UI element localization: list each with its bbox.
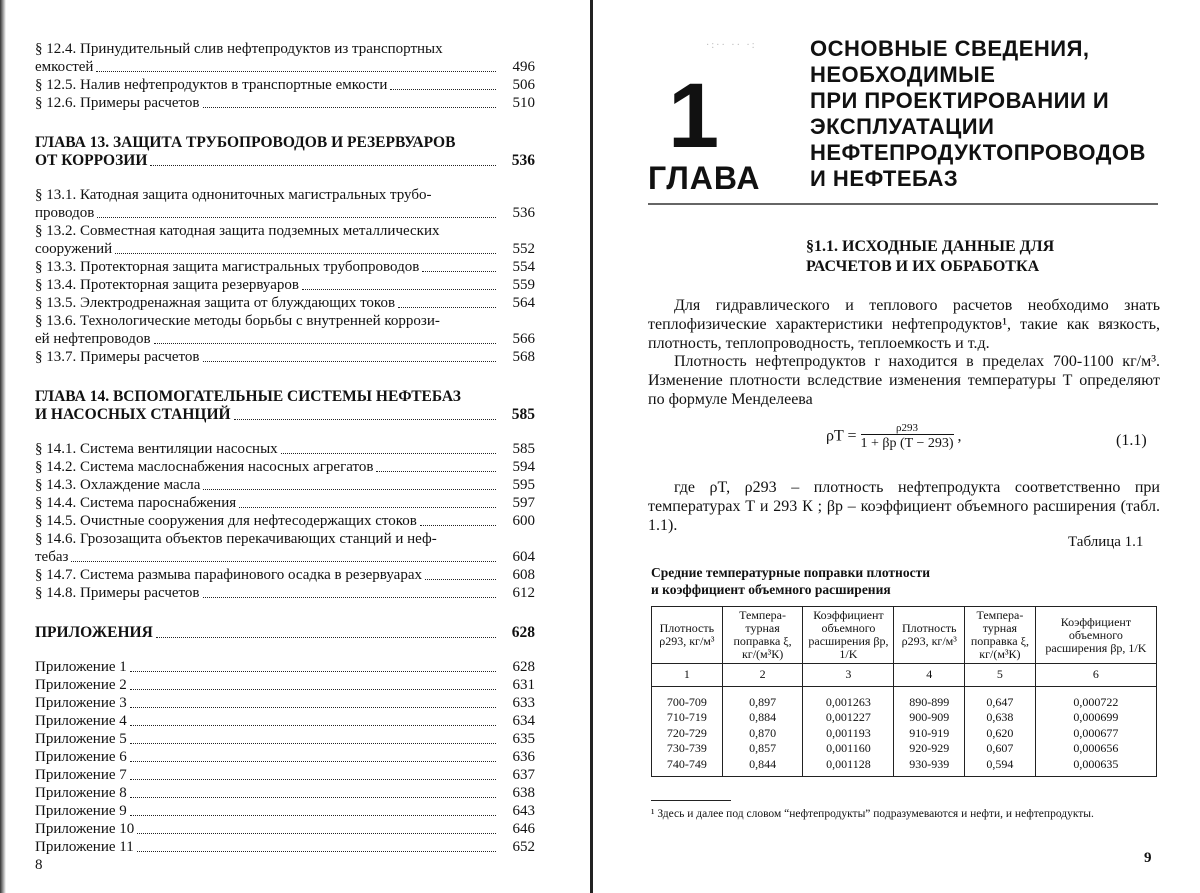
toc-entry-row [35, 820, 535, 838]
toc-entry [35, 512, 535, 530]
toc-entry-text: тебаз [35, 549, 69, 565]
toc-leader-dots [422, 271, 496, 272]
table-cell: 900-909 [894, 710, 965, 726]
book-spine [590, 0, 593, 893]
toc-entry [35, 348, 535, 366]
scan-noise: ·:·· ·· ·: [706, 40, 757, 51]
left-page-number: 8 [35, 857, 43, 873]
toc-leader-dots [130, 779, 496, 780]
toc-entry-text: ОТ КОРРОЗИИ [35, 152, 148, 169]
toc-entry-row [35, 712, 535, 730]
toc-entry [35, 694, 535, 712]
toc-entry [35, 276, 535, 294]
toc-entry-text: § 14.1. Система вентиляции насосных [35, 441, 278, 457]
toc-entry-row [35, 58, 535, 76]
toc-entry-text: ГЛАВА 14. ВСПОМОГАТЕЛЬНЫЕ СИСТЕМЫ НЕФТЕБАЗ [35, 388, 461, 405]
formula-denominator: 1 + βp (T − 293) [860, 436, 954, 451]
toc-entry-text: проводов [35, 205, 95, 221]
toc-entry [35, 658, 535, 676]
toc-leader-dots [97, 217, 496, 218]
table-cell: 0,620 [965, 726, 1036, 742]
table-row [652, 741, 1157, 757]
toc-entry [35, 584, 535, 602]
table-cell: 0,001227 [803, 710, 894, 726]
table-cell: 0,000677 [1035, 726, 1156, 742]
table-of-contents [35, 40, 535, 856]
toc-entry-text: Приложение 8 [35, 785, 127, 801]
toc-entry-row [35, 784, 535, 802]
toc-page-number: 612 [512, 585, 535, 601]
toc-entry-text: § 13.4. Протекторная защита резервуаров [35, 277, 299, 293]
toc-page-number: 564 [512, 295, 535, 311]
toc-entry [35, 838, 535, 856]
equation-number: (1.1) [1116, 432, 1147, 449]
toc-leader-dots [96, 71, 496, 72]
table-column-number: 6 [1035, 664, 1156, 687]
table-header-row [652, 607, 1157, 664]
toc-entry-text: § 12.4. Принудительный слив нефтепродуктов из транспортных [35, 41, 443, 57]
toc-page-number: 634 [512, 713, 535, 729]
toc-entry-text: § 13.2. Совместная катодная защита подземных металлических [35, 223, 440, 239]
toc-leader-dots [137, 851, 496, 852]
toc-page-number: 604 [512, 549, 535, 565]
table-cell: 0,638 [965, 710, 1036, 726]
table-header-cell: Темпера-турная поправка ξ, кг/(м³К) [722, 607, 803, 664]
toc-entry [35, 94, 535, 112]
paragraph-1: Для гидравлического и теплового расчетов необходимо знать теплофизические характеристики нефтепродуктов¹, такие как вязкость, плотность, теплопроводность, теплоемкость и т.д. [648, 297, 1160, 352]
toc-entry [35, 566, 535, 584]
paragraph-2: Плотность нефтепродуктов r находится в пределах 700-1100 кг/м³. Изменение плотности вследствие изменения температуры Т определяют по формуле Менделеева [648, 353, 1160, 408]
toc-entry [35, 748, 535, 766]
table-column-number-row [652, 664, 1157, 687]
table-row [652, 686, 1157, 710]
footnote: ¹ Здесь и далее под словом “нефтепродукты” подразумеваются и нефти, и нефтепродукты. [651, 808, 1094, 820]
table-column-number: 4 [894, 664, 965, 687]
table-cell: 0,857 [722, 741, 803, 757]
toc-entry-row [35, 730, 535, 748]
toc-entry-text: § 14.6. Грозозащита объектов перекачивающих станций и неф- [35, 531, 437, 547]
table-cell: 740-749 [652, 757, 723, 777]
chapter-title-line: ОСНОВНЫЕ СВЕДЕНИЯ, [810, 36, 1090, 61]
toc-entry-text: Приложение 11 [35, 839, 134, 855]
toc-page-number: 566 [512, 331, 535, 347]
toc-leader-dots [281, 453, 496, 454]
chapter-word: ГЛАВА [648, 160, 761, 196]
toc-entry-row [35, 766, 535, 784]
toc-leader-dots [203, 107, 497, 108]
toc-leader-dots [376, 471, 496, 472]
table-cell: 710-719 [652, 710, 723, 726]
table-column-number: 3 [803, 664, 894, 687]
table-cell: 920-929 [894, 741, 965, 757]
table-cell: 0,870 [722, 726, 803, 742]
toc-entry-row [35, 348, 535, 366]
table-cell: 0,000635 [1035, 757, 1156, 777]
toc-entry [35, 802, 535, 820]
toc-entry [35, 222, 535, 258]
toc-entry [35, 676, 535, 694]
toc-page-number: 635 [512, 731, 535, 747]
toc-page-number: 636 [512, 749, 535, 765]
table-header-cell: Коэффициент объемного расширения βp, 1/K [1035, 607, 1156, 664]
toc-leader-dots [203, 489, 496, 490]
toc-leader-dots [130, 707, 496, 708]
table-header-cell: Плотность ρ293, кг/м³ [652, 607, 723, 664]
toc-entry-text: § 14.5. Очистные сооружения для нефтесодержащих стоков [35, 513, 417, 529]
toc-entry-text: § 14.4. Система пароснабжения [35, 495, 237, 511]
toc-entry-row [35, 676, 535, 694]
toc-chapter [35, 388, 535, 424]
table-header-cell: Коэффициент объемного расширения βp, 1/K [803, 607, 894, 664]
table-cell: 0,000656 [1035, 741, 1156, 757]
toc-page-number: 628 [512, 659, 535, 675]
table-cell: 700-709 [652, 686, 723, 710]
toc-page-number: 646 [512, 821, 535, 837]
toc-entry-text: Приложение 10 [35, 821, 135, 837]
table-cell: 0,000699 [1035, 710, 1156, 726]
table-column-number: 5 [965, 664, 1036, 687]
toc-leader-dots [239, 507, 496, 508]
toc-entry-row [35, 76, 535, 94]
toc-entry [35, 440, 535, 458]
toc-entry-text: Приложение 9 [35, 803, 127, 819]
toc-page-number: 594 [512, 459, 535, 475]
table-cell: 720-729 [652, 726, 723, 742]
table-caption-line: и коэффициент объемного расширения [651, 582, 891, 597]
toc-entry-text: Приложение 5 [35, 731, 127, 747]
right-page-number: 9 [1144, 850, 1152, 866]
table-cell: 0,844 [722, 757, 803, 777]
toc-entry-row [35, 330, 535, 348]
toc-page-number: 597 [512, 495, 535, 511]
toc-entry-row [35, 494, 535, 512]
toc-entry [35, 294, 535, 312]
toc-entry-text: И НАСОСНЫХ СТАНЦИЙ [35, 406, 231, 423]
toc-entry-text: § 13.5. Электродренажная защита от блуждающих токов [35, 295, 396, 311]
toc-page-number: 638 [512, 785, 535, 801]
toc-entry-row [35, 152, 535, 170]
section-title-line: РАСЧЕТОВ И ИХ ОБРАБОТКА [806, 258, 1040, 275]
table-cell: 890-899 [894, 686, 965, 710]
section-title [806, 237, 1054, 277]
toc-leader-dots [420, 525, 496, 526]
toc-page-number: 536 [511, 152, 535, 169]
toc-entry-row [35, 458, 535, 476]
toc-entry-text: емкостей [35, 59, 94, 75]
toc-page-number: 595 [512, 477, 535, 493]
toc-entry [35, 76, 535, 94]
toc-leader-dots [130, 743, 496, 744]
toc-entry-row [35, 548, 535, 566]
toc-entry-row [35, 748, 535, 766]
table-cell: 0,000722 [1035, 686, 1156, 710]
toc-entry-row [35, 204, 535, 222]
toc-entry-row [35, 584, 535, 602]
toc-entry [35, 784, 535, 802]
toc-leader-dots [130, 797, 496, 798]
toc-entry-text: Приложение 6 [35, 749, 127, 765]
toc-leader-dots [130, 761, 496, 762]
toc-leader-dots [203, 597, 497, 598]
toc-leader-dots [130, 689, 496, 690]
formula-numerator: ρ293 [861, 422, 954, 435]
table-column-number: 1 [652, 664, 723, 687]
toc-entry [35, 494, 535, 512]
toc-entry-row [35, 476, 535, 494]
toc-page-number: 496 [512, 59, 535, 75]
toc-page-number: 510 [512, 95, 535, 111]
formula-tail: , [957, 427, 962, 445]
chapter-divider [648, 203, 1158, 205]
toc-leader-dots [130, 815, 496, 816]
table-row [652, 710, 1157, 726]
toc-chapter [35, 134, 535, 170]
toc-leader-dots [203, 361, 497, 362]
toc-entry-text: Приложение 1 [35, 659, 127, 675]
toc-page-number: 552 [512, 241, 535, 257]
toc-entry [35, 186, 535, 222]
toc-chapter [35, 624, 535, 642]
toc-entry-row [35, 838, 535, 856]
footnote-rule [651, 800, 731, 801]
toc-page-number: 643 [512, 803, 535, 819]
toc-entry-row [35, 624, 535, 642]
toc-page-number: 585 [511, 406, 535, 423]
table-row [652, 726, 1157, 742]
toc-entry-row [35, 512, 535, 530]
toc-entry-row [35, 294, 535, 312]
toc-page-number: 637 [512, 767, 535, 783]
toc-entry-text: § 14.3. Охлаждение масла [35, 477, 201, 493]
toc-entry-text: ей нефтепроводов [35, 331, 151, 347]
chapter-title-line: И НЕФТЕБАЗ [810, 166, 959, 191]
toc-entry [35, 530, 535, 566]
toc-entry-text: Приложение 7 [35, 767, 127, 783]
toc-entry-row [35, 694, 535, 712]
toc-entry [35, 730, 535, 748]
formula-fraction [861, 422, 954, 452]
toc-entry-row [35, 658, 535, 676]
toc-entry-text: § 12.6. Примеры расчетов [35, 95, 200, 111]
table-cell: 0,001263 [803, 686, 894, 710]
toc-page-number: 506 [512, 77, 535, 93]
toc-leader-dots [302, 289, 496, 290]
table-column-number: 2 [722, 664, 803, 687]
toc-leader-dots [130, 671, 496, 672]
toc-page-number: 628 [511, 624, 535, 641]
toc-leader-dots [137, 833, 496, 834]
toc-entry [35, 820, 535, 838]
table-row [652, 757, 1157, 777]
toc-entry [35, 312, 535, 348]
toc-entry-text: § 13.7. Примеры расчетов [35, 349, 200, 365]
chapter-title [810, 36, 1146, 192]
chapter-title-line: ПРИ ПРОЕКТИРОВАНИИ И [810, 88, 1110, 113]
toc-leader-dots [130, 725, 496, 726]
toc-leader-dots [390, 89, 496, 90]
toc-page-number: 652 [512, 839, 535, 855]
toc-entry-row [35, 240, 535, 258]
toc-entry-text: § 12.5. Налив нефтепродуктов в транспортные емкости [35, 77, 388, 93]
toc-entry-text: § 13.3. Протекторная защита магистральных трубопроводов [35, 259, 420, 275]
toc-entry-text: § 14.2. Система маслоснабжения насосных агрегатов [35, 459, 374, 475]
toc-leader-dots [115, 253, 496, 254]
density-table [651, 606, 1157, 777]
toc-entry [35, 40, 535, 76]
chapter-title-line: НЕОБХОДИМЫЕ [810, 62, 996, 87]
right-page [596, 0, 1200, 893]
table-cell: 0,001193 [803, 726, 894, 742]
toc-entry [35, 766, 535, 784]
toc-entry-text: ПРИЛОЖЕНИЯ [35, 624, 153, 641]
toc-entry [35, 712, 535, 730]
chapter-number: 1 [668, 65, 720, 167]
toc-leader-dots [154, 343, 496, 344]
toc-entry-text: § 14.7. Система размыва парафинового осадка в резервуарах [35, 567, 422, 583]
toc-entry-text: § 13.6. Технологические методы борьбы с внутренней коррози- [35, 313, 440, 329]
toc-leader-dots [71, 561, 496, 562]
toc-entry-text: сооружений [35, 241, 113, 257]
toc-leader-dots [156, 637, 496, 638]
toc-entry-text: ГЛАВА 13. ЗАЩИТА ТРУБОПРОВОДОВ И РЕЗЕРВУАРОВ [35, 134, 456, 151]
table-cell: 910-919 [894, 726, 965, 742]
paragraph-3: где ρT, ρ293 – плотность нефтепродукта соответственно при температурах Т и 293 К ; βp – коэффициент объемного расширения (табл. 1.1). [648, 479, 1160, 534]
toc-page-number: 559 [512, 277, 535, 293]
toc-entry-row [35, 406, 535, 424]
toc-page-number: 608 [512, 567, 535, 583]
toc-entry-text: § 13.1. Катодная защита однониточных магистральных трубо- [35, 187, 432, 203]
toc-entry-row [35, 94, 535, 112]
formula-1-1 [826, 422, 962, 452]
table-cell: 0,647 [965, 686, 1036, 710]
toc-entry-row [35, 440, 535, 458]
toc-page-number: 568 [512, 349, 535, 365]
toc-entry-row [35, 566, 535, 584]
toc-page-number: 631 [512, 677, 535, 693]
toc-leader-dots [425, 579, 496, 580]
toc-entry-text: § 14.8. Примеры расчетов [35, 585, 200, 601]
table-label: Таблица 1.1 [1068, 534, 1144, 550]
table-cell: 0,607 [965, 741, 1036, 757]
toc-leader-dots [150, 165, 496, 166]
table-header-cell: Темпера-турная поправка ξ, кг/(м³К) [965, 607, 1036, 664]
left-page [0, 0, 592, 893]
toc-page-number: 536 [512, 205, 535, 221]
toc-entry-row [35, 258, 535, 276]
toc-entry-row [35, 276, 535, 294]
table-cell: 930-939 [894, 757, 965, 777]
toc-entry-text: Приложение 4 [35, 713, 127, 729]
chapter-title-line: НЕФТЕПРОДУКТОПРОВОДОВ [810, 140, 1146, 165]
table-cell: 0,884 [722, 710, 803, 726]
table-header-cell: Плотность ρ293, кг/м³ [894, 607, 965, 664]
table-cell: 0,001160 [803, 741, 894, 757]
table-cell: 0,897 [722, 686, 803, 710]
table-caption [651, 564, 930, 598]
formula-lhs: ρT = [826, 427, 857, 445]
toc-leader-dots [398, 307, 496, 308]
toc-entry-text: Приложение 3 [35, 695, 127, 711]
toc-entry-text: Приложение 2 [35, 677, 127, 693]
section-title-line: §1.1. ИСХОДНЫЕ ДАННЫЕ ДЛЯ [806, 238, 1055, 255]
table-cell: 0,001128 [803, 757, 894, 777]
toc-page-number: 554 [512, 259, 535, 275]
toc-page-number: 633 [512, 695, 535, 711]
toc-page-number: 600 [512, 513, 535, 529]
toc-entry [35, 458, 535, 476]
toc-entry [35, 476, 535, 494]
toc-entry-row [35, 802, 535, 820]
chapter-title-line: ЭКСПЛУАТАЦИИ [810, 114, 995, 139]
table-caption-line: Средние температурные поправки плотности [651, 565, 930, 580]
toc-leader-dots [234, 419, 496, 420]
toc-page-number: 585 [512, 441, 535, 457]
table-cell: 730-739 [652, 741, 723, 757]
table-cell: 0,594 [965, 757, 1036, 777]
toc-entry [35, 258, 535, 276]
